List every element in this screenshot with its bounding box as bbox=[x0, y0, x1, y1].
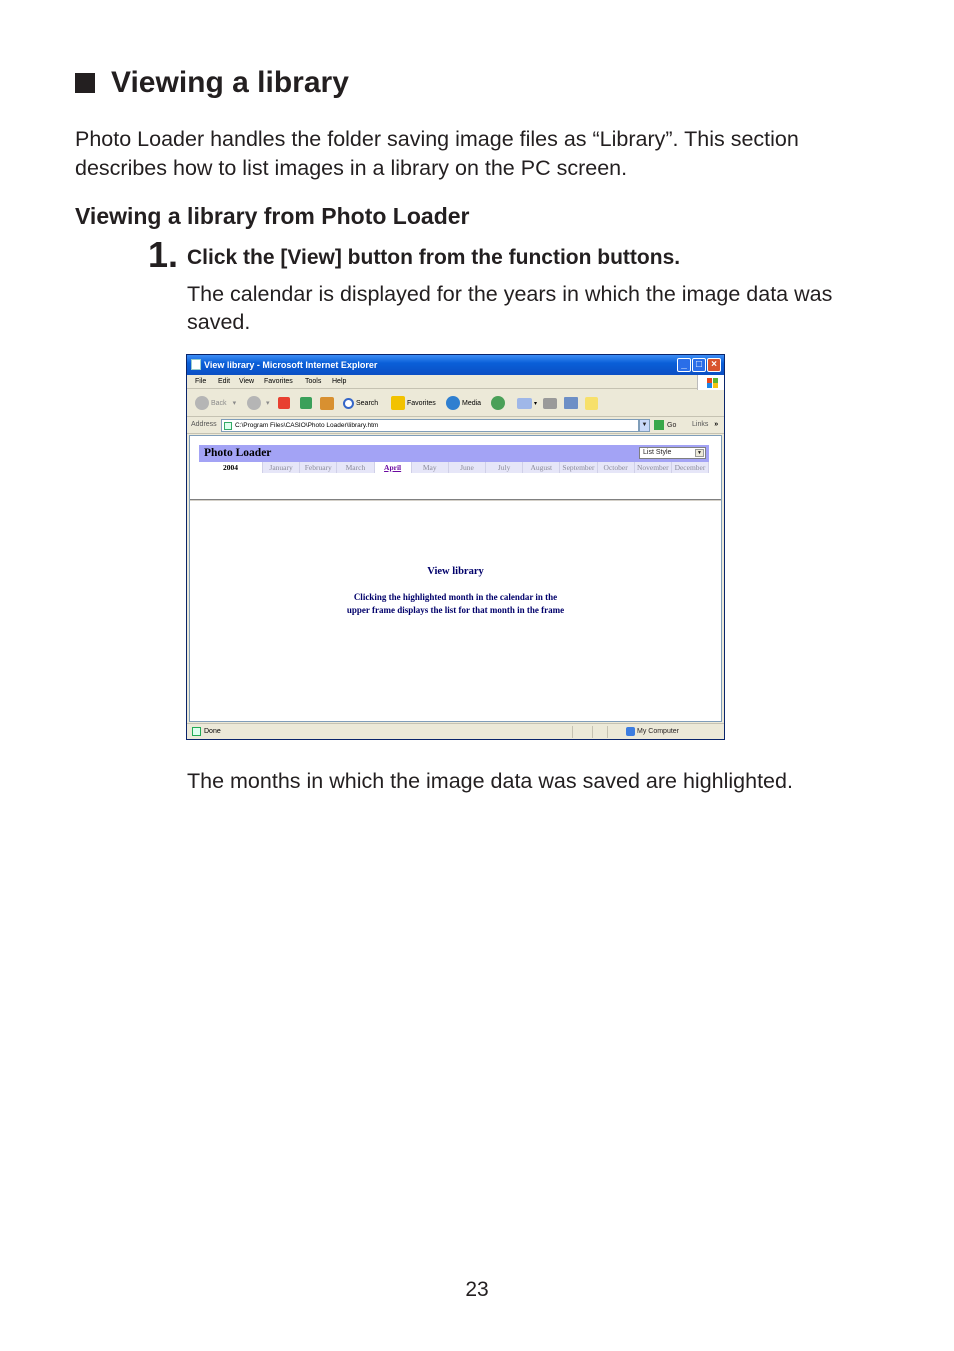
window-titlebar bbox=[187, 355, 724, 375]
calendar-row bbox=[199, 462, 709, 473]
mail-button[interactable]: ▾ bbox=[517, 395, 537, 411]
photo-loader-header bbox=[199, 445, 709, 462]
computer-icon bbox=[626, 727, 635, 736]
forward-arrow-icon bbox=[247, 396, 261, 410]
view-library-desc-line1: Clicking the highlighted month in the calendar in the bbox=[353, 592, 558, 602]
photo-loader-title: Photo Loader bbox=[204, 447, 272, 459]
page-content bbox=[189, 435, 722, 722]
edit-page-icon bbox=[564, 397, 578, 409]
highlight-note: The months in which the image data was saved are highlighted. bbox=[187, 769, 793, 793]
subheading: Viewing a library from Photo Loader bbox=[75, 203, 470, 229]
view-library-description bbox=[190, 591, 721, 617]
favorites-button[interactable] bbox=[391, 395, 436, 411]
address-bar bbox=[187, 417, 724, 434]
stop-button[interactable] bbox=[278, 395, 292, 411]
search-label: Search bbox=[356, 399, 379, 407]
menu-edit[interactable]: Edit bbox=[218, 378, 231, 385]
page-done-icon bbox=[192, 727, 201, 736]
browser-window-screenshot bbox=[186, 354, 725, 740]
list-style-select[interactable] bbox=[639, 447, 706, 459]
address-dropdown-icon[interactable]: ▼ bbox=[639, 419, 650, 432]
favorites-label: Favorites bbox=[407, 399, 436, 407]
media-button[interactable] bbox=[446, 395, 481, 411]
address-label: Address bbox=[191, 421, 217, 428]
status-bar bbox=[187, 723, 724, 739]
edit-button[interactable] bbox=[564, 395, 580, 411]
minimize-icon[interactable]: _ bbox=[677, 358, 691, 372]
back-button[interactable]: Back ▾ bbox=[195, 395, 236, 411]
toolbar bbox=[187, 390, 724, 417]
search-button[interactable] bbox=[343, 395, 378, 411]
menu-view[interactable]: View bbox=[239, 378, 255, 385]
back-arrow-icon bbox=[195, 396, 209, 410]
step-title: Click the [View] button from the function buttons. bbox=[187, 246, 681, 269]
messenger-button[interactable] bbox=[585, 395, 600, 411]
list-style-value: List Style bbox=[643, 449, 672, 456]
status-separator bbox=[607, 726, 608, 738]
note-icon bbox=[585, 397, 598, 410]
calendar-month-august: August bbox=[523, 462, 560, 473]
home-icon bbox=[320, 397, 334, 410]
menu-tools[interactable]: Tools bbox=[305, 378, 322, 385]
go-arrow-icon bbox=[654, 420, 664, 430]
calendar-month-april[interactable]: April bbox=[375, 462, 412, 473]
media-globe-icon bbox=[446, 396, 460, 410]
home-button[interactable] bbox=[320, 395, 336, 411]
refresh-button[interactable] bbox=[300, 395, 314, 411]
go-label: Go bbox=[667, 421, 677, 429]
status-zone: My Computer bbox=[637, 728, 680, 735]
menu-favorites[interactable]: Favorites bbox=[264, 378, 293, 385]
intro-paragraph: Photo Loader handles the folder saving image files as “Library”. This section describes how to list images in a library on the PC screen. bbox=[75, 127, 799, 180]
menu-help[interactable]: Help bbox=[332, 378, 347, 385]
history-button[interactable] bbox=[491, 395, 507, 411]
favorites-star-icon bbox=[391, 396, 405, 410]
chevron-down-icon: ▼ bbox=[695, 449, 704, 457]
calendar-month-february: February bbox=[300, 462, 337, 473]
address-value: C:\Program Files\CASIO\Photo Loader\library.htm bbox=[235, 422, 379, 429]
search-icon bbox=[343, 398, 354, 409]
calendar-month-october: October bbox=[598, 462, 635, 473]
mail-icon bbox=[517, 398, 532, 409]
links-button[interactable]: Links » bbox=[692, 421, 719, 428]
page-icon bbox=[224, 422, 232, 430]
forward-button[interactable]: ▾ bbox=[247, 395, 270, 411]
windows-logo-icon bbox=[697, 375, 724, 390]
print-icon bbox=[543, 398, 557, 409]
status-text: Done bbox=[204, 728, 221, 735]
menu-bar bbox=[187, 375, 724, 389]
refresh-icon bbox=[300, 397, 312, 409]
maximize-icon[interactable]: □ bbox=[692, 358, 706, 372]
view-library-title: View library bbox=[427, 566, 484, 577]
calendar-month-november: November bbox=[635, 462, 672, 473]
status-separator bbox=[572, 726, 573, 738]
print-button[interactable] bbox=[543, 395, 559, 411]
square-bullet-icon bbox=[75, 73, 95, 93]
calendar-month-july: July bbox=[486, 462, 523, 473]
page-number: 23 bbox=[465, 1278, 489, 1301]
address-input[interactable] bbox=[221, 419, 639, 432]
calendar-month-june: June bbox=[449, 462, 486, 473]
step-number: 1. bbox=[148, 234, 179, 275]
stop-icon bbox=[278, 397, 290, 409]
menu-file[interactable]: File bbox=[195, 378, 207, 385]
step-description: The calendar is displayed for the years in which the image data was saved. bbox=[187, 282, 833, 334]
calendar-month-december: December bbox=[672, 462, 709, 473]
section-heading-text: Viewing a library bbox=[111, 66, 349, 99]
ie-page-icon bbox=[191, 359, 201, 370]
calendar-month-may: May bbox=[412, 462, 449, 473]
calendar-month-march: March bbox=[337, 462, 374, 473]
section-heading bbox=[75, 66, 349, 100]
status-separator bbox=[592, 726, 593, 738]
links-label: Links bbox=[692, 421, 709, 428]
window-title: View library - Microsoft Internet Explorer bbox=[204, 360, 378, 370]
history-icon bbox=[491, 396, 505, 410]
calendar-year: 2004 bbox=[199, 462, 263, 473]
close-icon[interactable]: × bbox=[707, 358, 721, 372]
calendar-month-september: September bbox=[560, 462, 597, 473]
view-library-desc-line2: upper frame displays the list for that month in the frame bbox=[346, 605, 565, 615]
back-label: Back bbox=[211, 399, 227, 407]
calendar-month-january: January bbox=[263, 462, 300, 473]
frame-divider[interactable] bbox=[190, 499, 721, 501]
media-label: Media bbox=[462, 399, 482, 407]
go-button[interactable] bbox=[654, 420, 676, 430]
